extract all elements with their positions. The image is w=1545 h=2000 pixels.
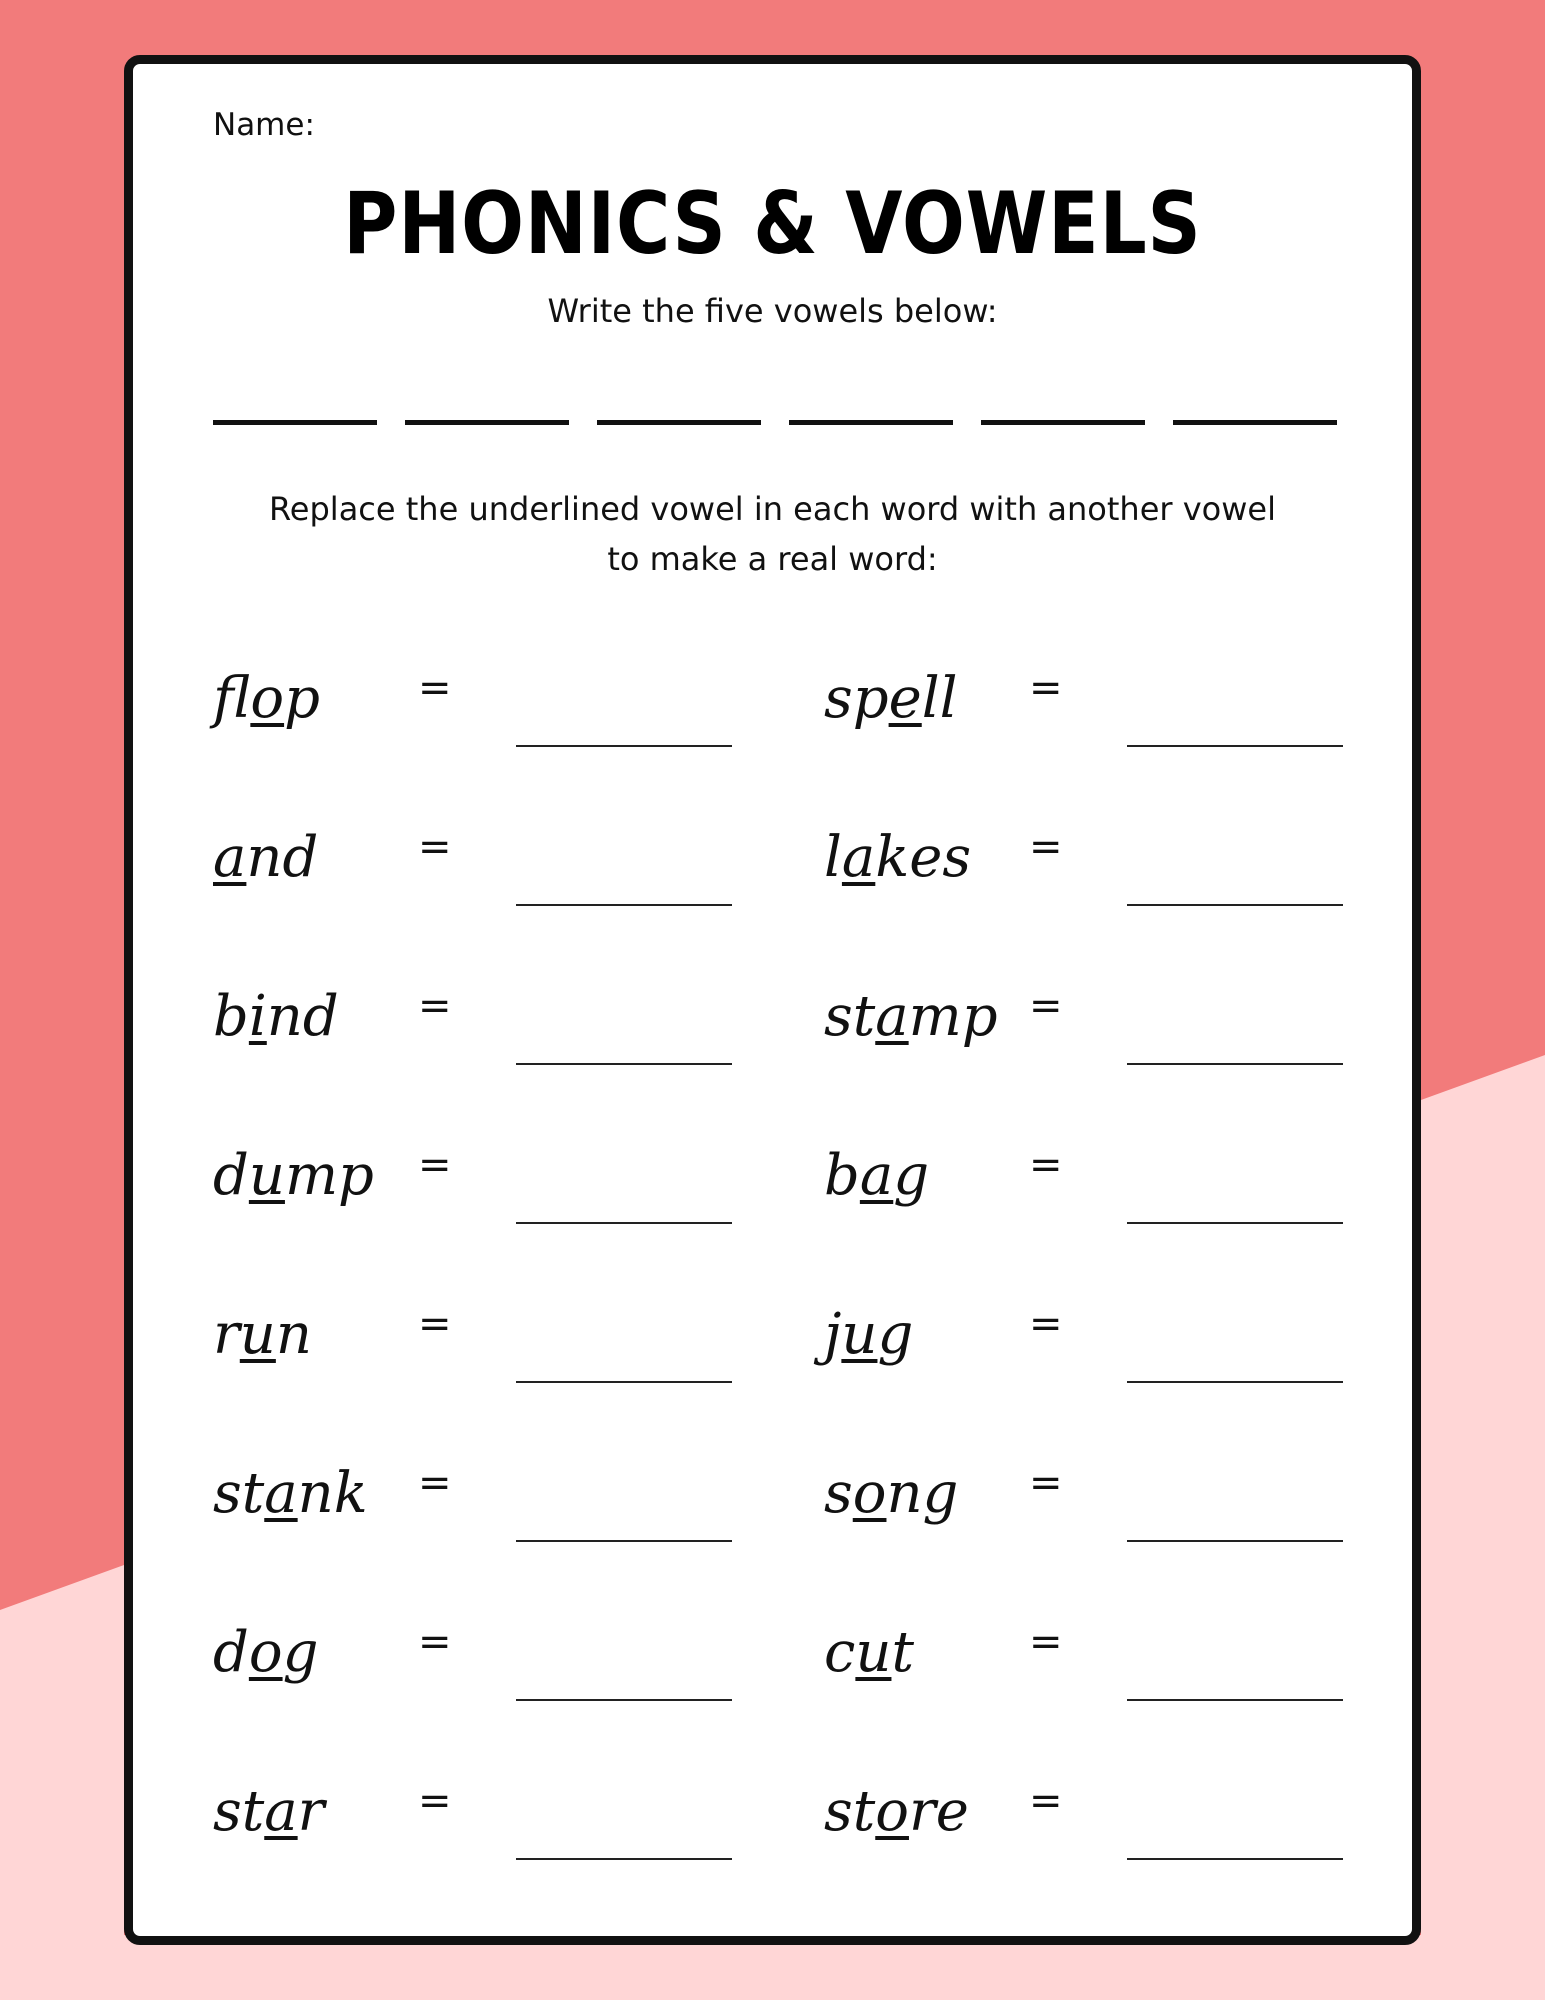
word-prefix: st <box>213 1779 265 1844</box>
word-exercise-row <box>824 818 1424 918</box>
exercise-word <box>213 977 339 1057</box>
exercise-word <box>824 1136 929 1216</box>
exercise-word <box>213 1295 312 1375</box>
word-suffix: r <box>297 1779 325 1844</box>
exercise-word <box>213 659 320 739</box>
word-exercise-row <box>824 1613 1424 1713</box>
exercise-word <box>824 977 998 1057</box>
word-suffix: mp <box>284 1143 374 1208</box>
equals-sign: = <box>418 983 452 1029</box>
vowels-instruction: Write the five vowels below: <box>547 292 998 330</box>
word-exercise-row <box>824 1772 1424 1872</box>
word-suffix: g <box>893 1143 930 1208</box>
equals-sign: = <box>418 824 452 870</box>
answer-line[interactable] <box>1127 1381 1343 1383</box>
exercise-word <box>824 1454 958 1534</box>
word-prefix: sp <box>824 666 889 731</box>
answer-line[interactable] <box>516 745 732 747</box>
underlined-vowel: a <box>264 1461 298 1526</box>
word-suffix: nk <box>297 1461 368 1526</box>
word-suffix: p <box>284 666 320 731</box>
equals-sign: = <box>1029 824 1063 870</box>
word-suffix: n <box>275 1302 312 1367</box>
equals-sign: = <box>418 1460 452 1506</box>
underlined-vowel: a <box>264 1779 298 1844</box>
word-suffix: re <box>908 1779 969 1844</box>
equals-sign: = <box>1029 1301 1063 1347</box>
exercise-word <box>824 659 958 739</box>
underlined-vowel: o <box>852 1461 887 1526</box>
equals-sign: = <box>418 1778 452 1824</box>
replace-instruction <box>133 484 1412 584</box>
word-exercise-row <box>824 1454 1424 1554</box>
word-prefix: b <box>824 1143 860 1208</box>
equals-sign: = <box>1029 1142 1063 1188</box>
vowel-answer-blanks <box>213 420 1337 426</box>
word-suffix: nd <box>246 825 319 890</box>
word-suffix: ng <box>886 1461 959 1526</box>
answer-line[interactable] <box>1127 1540 1343 1542</box>
name-label: Name: <box>213 107 315 143</box>
underlined-vowel: i <box>248 984 267 1049</box>
exercise-word <box>213 1772 324 1852</box>
word-exercise-row <box>824 659 1424 759</box>
answer-line[interactable] <box>516 1381 732 1383</box>
word-prefix: j <box>824 1302 842 1367</box>
vowel-blank-line[interactable] <box>981 420 1145 425</box>
exercise-word <box>824 1295 913 1375</box>
vowel-blank-line[interactable] <box>1173 420 1337 425</box>
word-suffix: ll <box>921 666 958 731</box>
replace-instruction-line-1: Replace the underlined vowel in each word with another vowel <box>269 490 1276 528</box>
underlined-vowel: o <box>875 1779 909 1844</box>
underlined-vowel: o <box>250 666 285 731</box>
word-prefix: c <box>824 1620 856 1685</box>
answer-line[interactable] <box>1127 745 1343 747</box>
underlined-vowel: a <box>875 984 909 1049</box>
word-exercise-row <box>213 1454 813 1554</box>
equals-sign: = <box>418 1301 452 1347</box>
underlined-vowel: a <box>213 825 247 890</box>
exercise-word <box>824 1613 914 1693</box>
word-exercise-row <box>824 1295 1424 1395</box>
word-exercise-row <box>824 1136 1424 1236</box>
word-exercise-row <box>213 1295 813 1395</box>
exercise-word <box>213 1454 368 1534</box>
answer-line[interactable] <box>516 1699 732 1701</box>
equals-sign: = <box>1029 983 1063 1029</box>
exercise-word <box>824 818 971 898</box>
word-exercise-row <box>213 1136 813 1236</box>
underlined-vowel: u <box>248 1143 285 1208</box>
equals-sign: = <box>1029 1460 1063 1506</box>
answer-line[interactable] <box>1127 1858 1343 1860</box>
word-prefix: d <box>213 1620 249 1685</box>
answer-line[interactable] <box>1127 1699 1343 1701</box>
answer-line[interactable] <box>516 1540 732 1542</box>
underlined-vowel: o <box>248 1620 283 1685</box>
exercise-word <box>213 818 318 898</box>
word-exercise-row <box>213 659 813 759</box>
equals-sign: = <box>418 1142 452 1188</box>
equals-sign: = <box>1029 1778 1063 1824</box>
exercise-word <box>824 1772 969 1852</box>
word-exercise-row <box>213 818 813 918</box>
vowel-blank-line[interactable] <box>405 420 569 425</box>
answer-line[interactable] <box>1127 1222 1343 1224</box>
worksheet-card <box>124 55 1421 1945</box>
word-prefix: s <box>824 1461 853 1526</box>
page-title: PHONICS & VOWELS <box>343 174 1202 274</box>
word-exercise-row <box>213 1613 813 1713</box>
underlined-vowel: u <box>239 1302 276 1367</box>
word-prefix: st <box>213 1461 265 1526</box>
word-suffix: t <box>891 1620 914 1685</box>
answer-line[interactable] <box>1127 1063 1343 1065</box>
answer-line[interactable] <box>1127 904 1343 906</box>
exercise-word <box>213 1136 374 1216</box>
exercise-word <box>213 1613 318 1693</box>
underlined-vowel: u <box>855 1620 892 1685</box>
underlined-vowel: u <box>841 1302 878 1367</box>
underlined-vowel: a <box>859 1143 894 1208</box>
word-suffix: kes <box>875 825 972 890</box>
word-prefix: l <box>824 825 842 890</box>
replace-instruction-line-2: to make a real word: <box>607 540 938 578</box>
word-prefix: r <box>213 1302 240 1367</box>
word-prefix: b <box>213 984 249 1049</box>
answer-line[interactable] <box>516 1063 732 1065</box>
word-exercise-row <box>213 977 813 1077</box>
word-prefix: st <box>824 984 876 1049</box>
vowel-blank-line[interactable] <box>213 420 377 425</box>
word-suffix: g <box>877 1302 914 1367</box>
word-exercise-row <box>824 977 1424 1077</box>
word-prefix: st <box>824 1779 876 1844</box>
underlined-vowel: e <box>888 666 922 731</box>
word-exercise-row <box>213 1772 813 1872</box>
word-prefix: fl <box>213 666 251 731</box>
equals-sign: = <box>418 1619 452 1665</box>
equals-sign: = <box>1029 665 1063 711</box>
word-suffix: nd <box>266 984 339 1049</box>
equals-sign: = <box>418 665 452 711</box>
answer-line[interactable] <box>516 1222 732 1224</box>
answer-line[interactable] <box>516 1858 732 1860</box>
word-prefix: d <box>213 1143 249 1208</box>
equals-sign: = <box>1029 1619 1063 1665</box>
vowel-blank-line[interactable] <box>789 420 953 425</box>
vowel-blank-line[interactable] <box>597 420 761 425</box>
word-suffix: mp <box>908 984 998 1049</box>
answer-line[interactable] <box>516 904 732 906</box>
underlined-vowel: a <box>841 825 876 890</box>
word-suffix: g <box>282 1620 319 1685</box>
